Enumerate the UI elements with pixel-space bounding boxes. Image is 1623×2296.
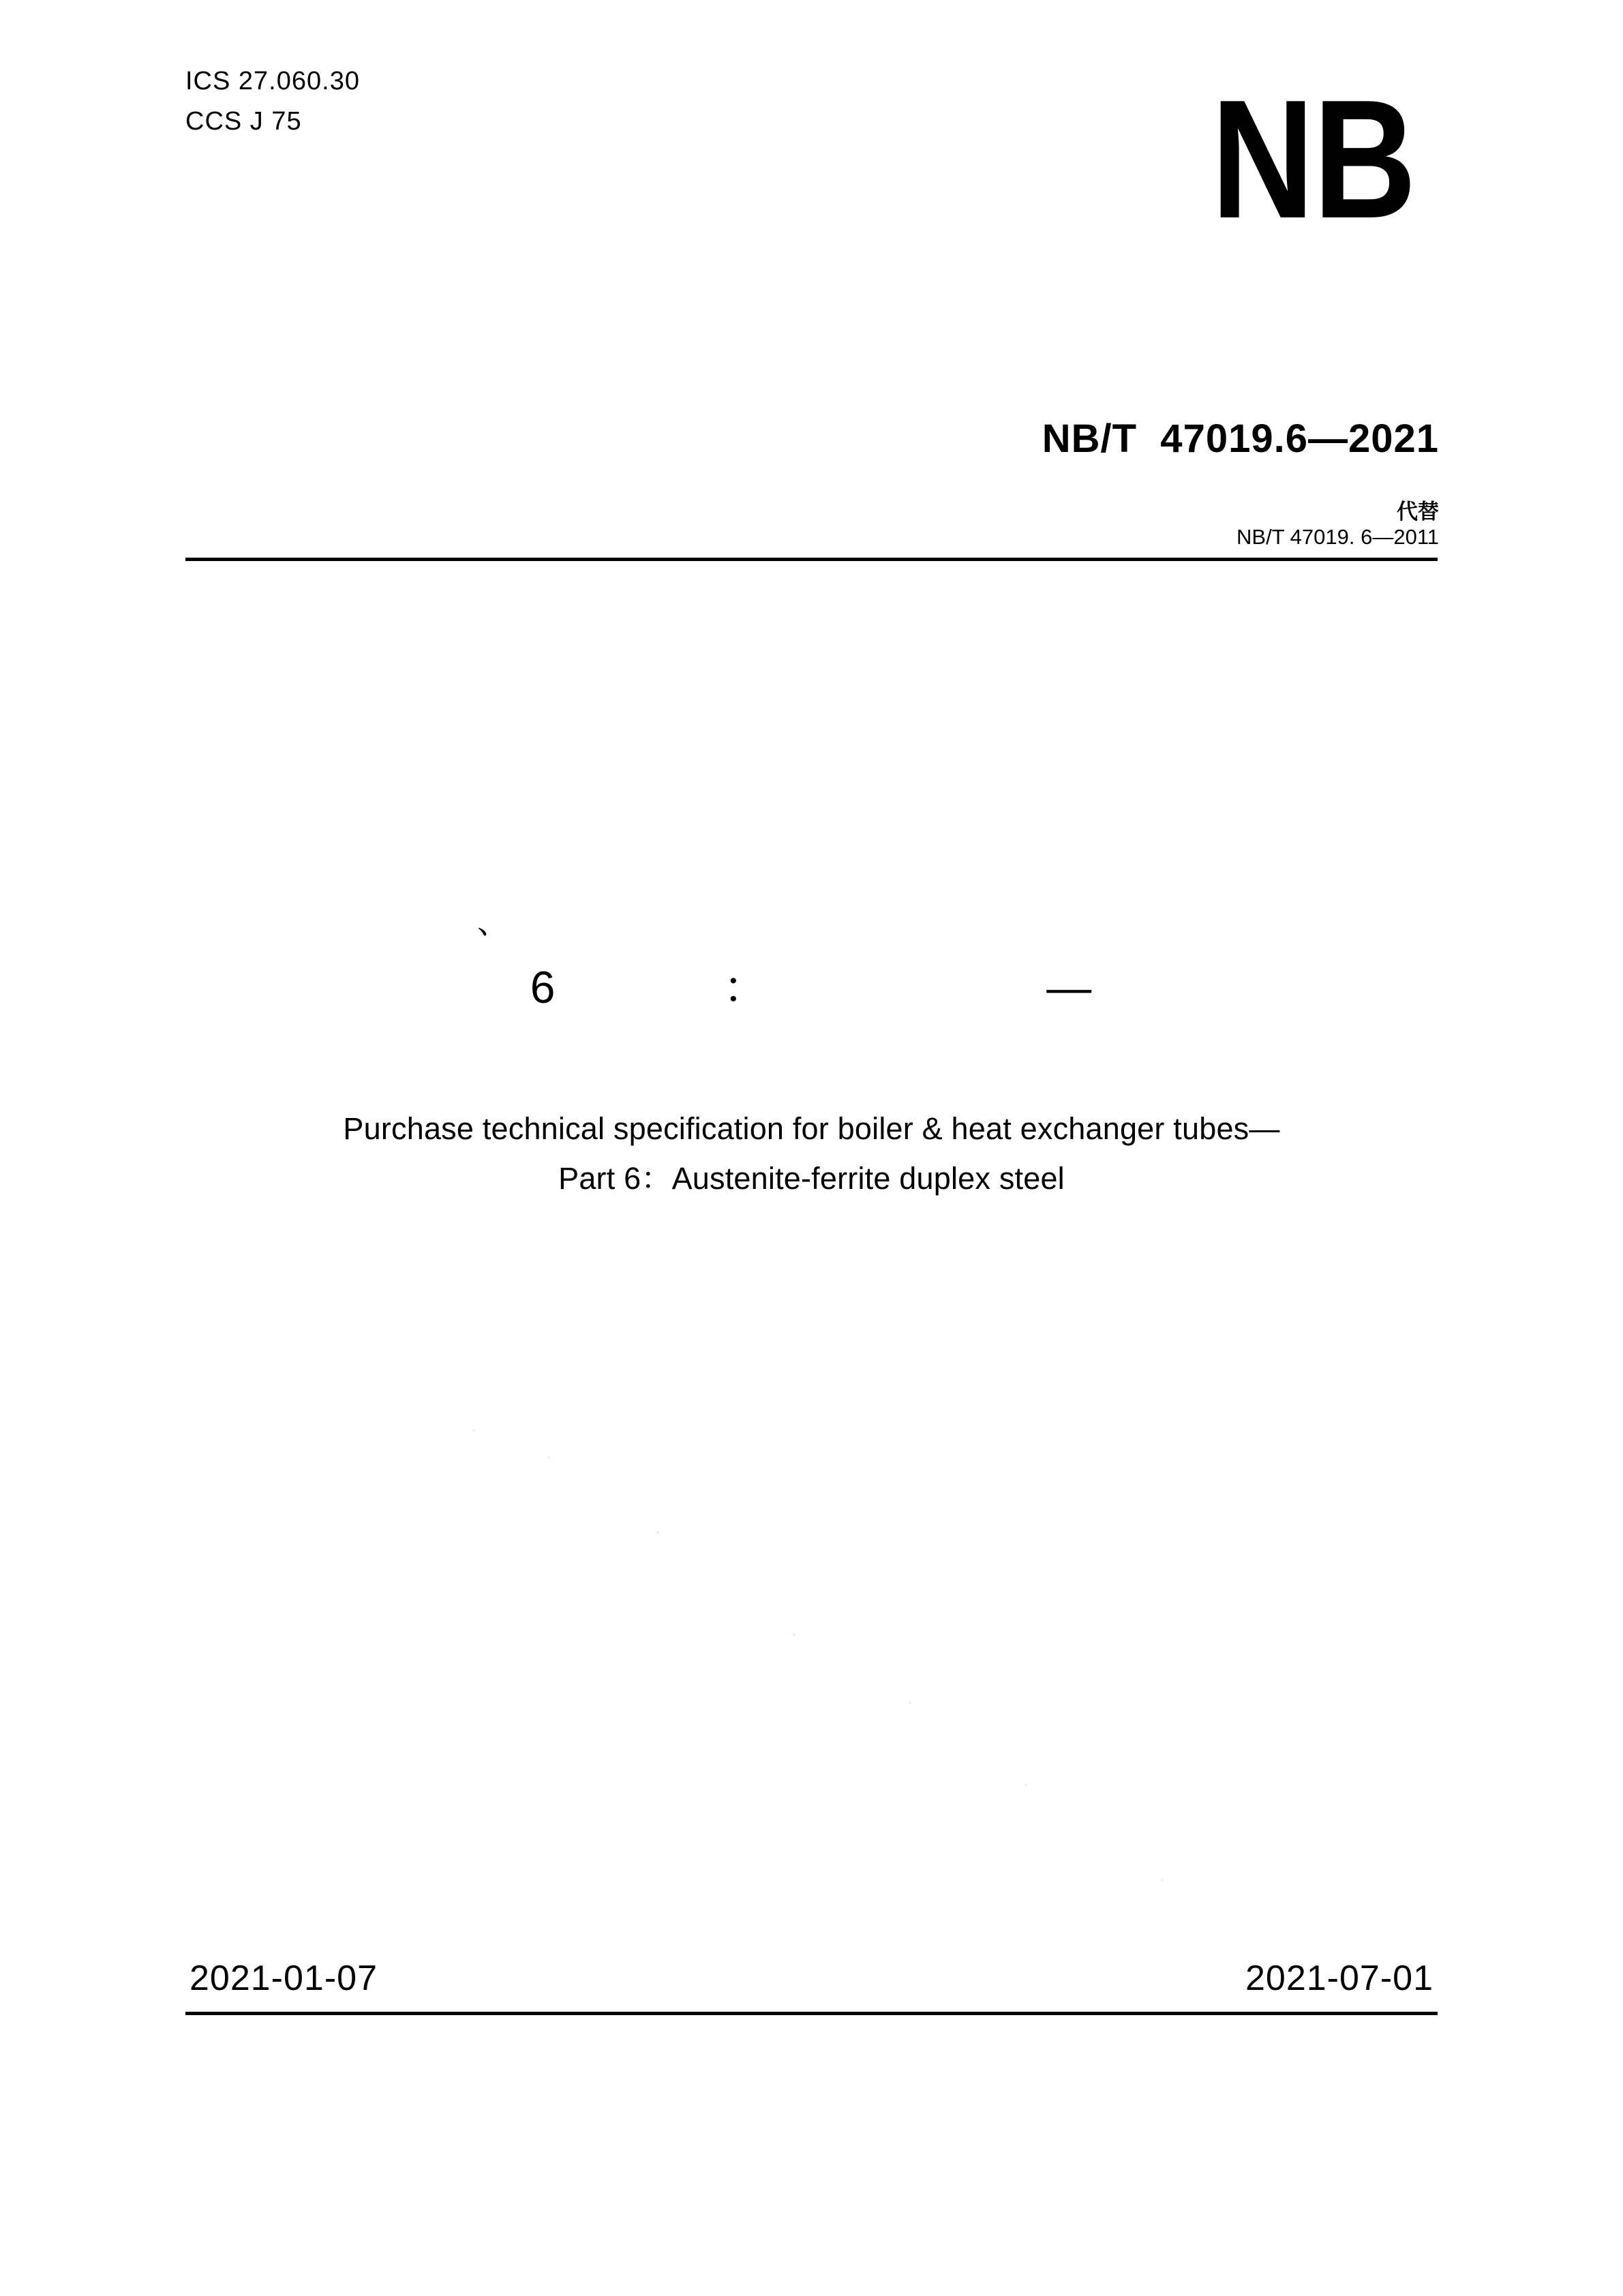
issue-date: 2021-01-07 bbox=[189, 1959, 378, 1998]
faint-mark-7: · bbox=[1159, 1868, 1166, 1890]
implementation-date: 2021-07-01 bbox=[1245, 1959, 1434, 1998]
title-english-line1: Purchase technical specification for boiler & heat exchanger tubes— bbox=[343, 1111, 1280, 1146]
ics-code: ICS 27.060.30 bbox=[185, 67, 360, 95]
faint-mark-1: · bbox=[470, 1418, 477, 1440]
footer-divider bbox=[185, 2012, 1438, 2015]
title-chinese: 6 ： — bbox=[530, 962, 1093, 1012]
faint-mark-2: · bbox=[545, 1445, 552, 1468]
classification-codes bbox=[185, 61, 360, 142]
faint-mark-4: · bbox=[791, 1622, 798, 1645]
faint-mark-6: · bbox=[1022, 1772, 1029, 1795]
replaces-number: NB/T 47019. 6—2011 bbox=[1237, 525, 1439, 549]
title-english bbox=[0, 1104, 1623, 1204]
faint-mark-3: · bbox=[654, 1520, 661, 1543]
title-english-line2: Part 6：Austenite-ferrite duplex steel bbox=[558, 1160, 1065, 1196]
stray-tick-mark: 、 bbox=[477, 905, 509, 940]
faint-mark-5: · bbox=[907, 1691, 913, 1713]
header-divider bbox=[185, 558, 1438, 561]
replaces-label: 代替 bbox=[1397, 500, 1439, 524]
standard-number-block bbox=[1042, 416, 1439, 574]
ccs-code: CCS J 75 bbox=[185, 106, 302, 136]
nb-logo: NB bbox=[1211, 64, 1415, 254]
standard-number: NB/T 47019.6—2021 bbox=[1042, 417, 1439, 461]
